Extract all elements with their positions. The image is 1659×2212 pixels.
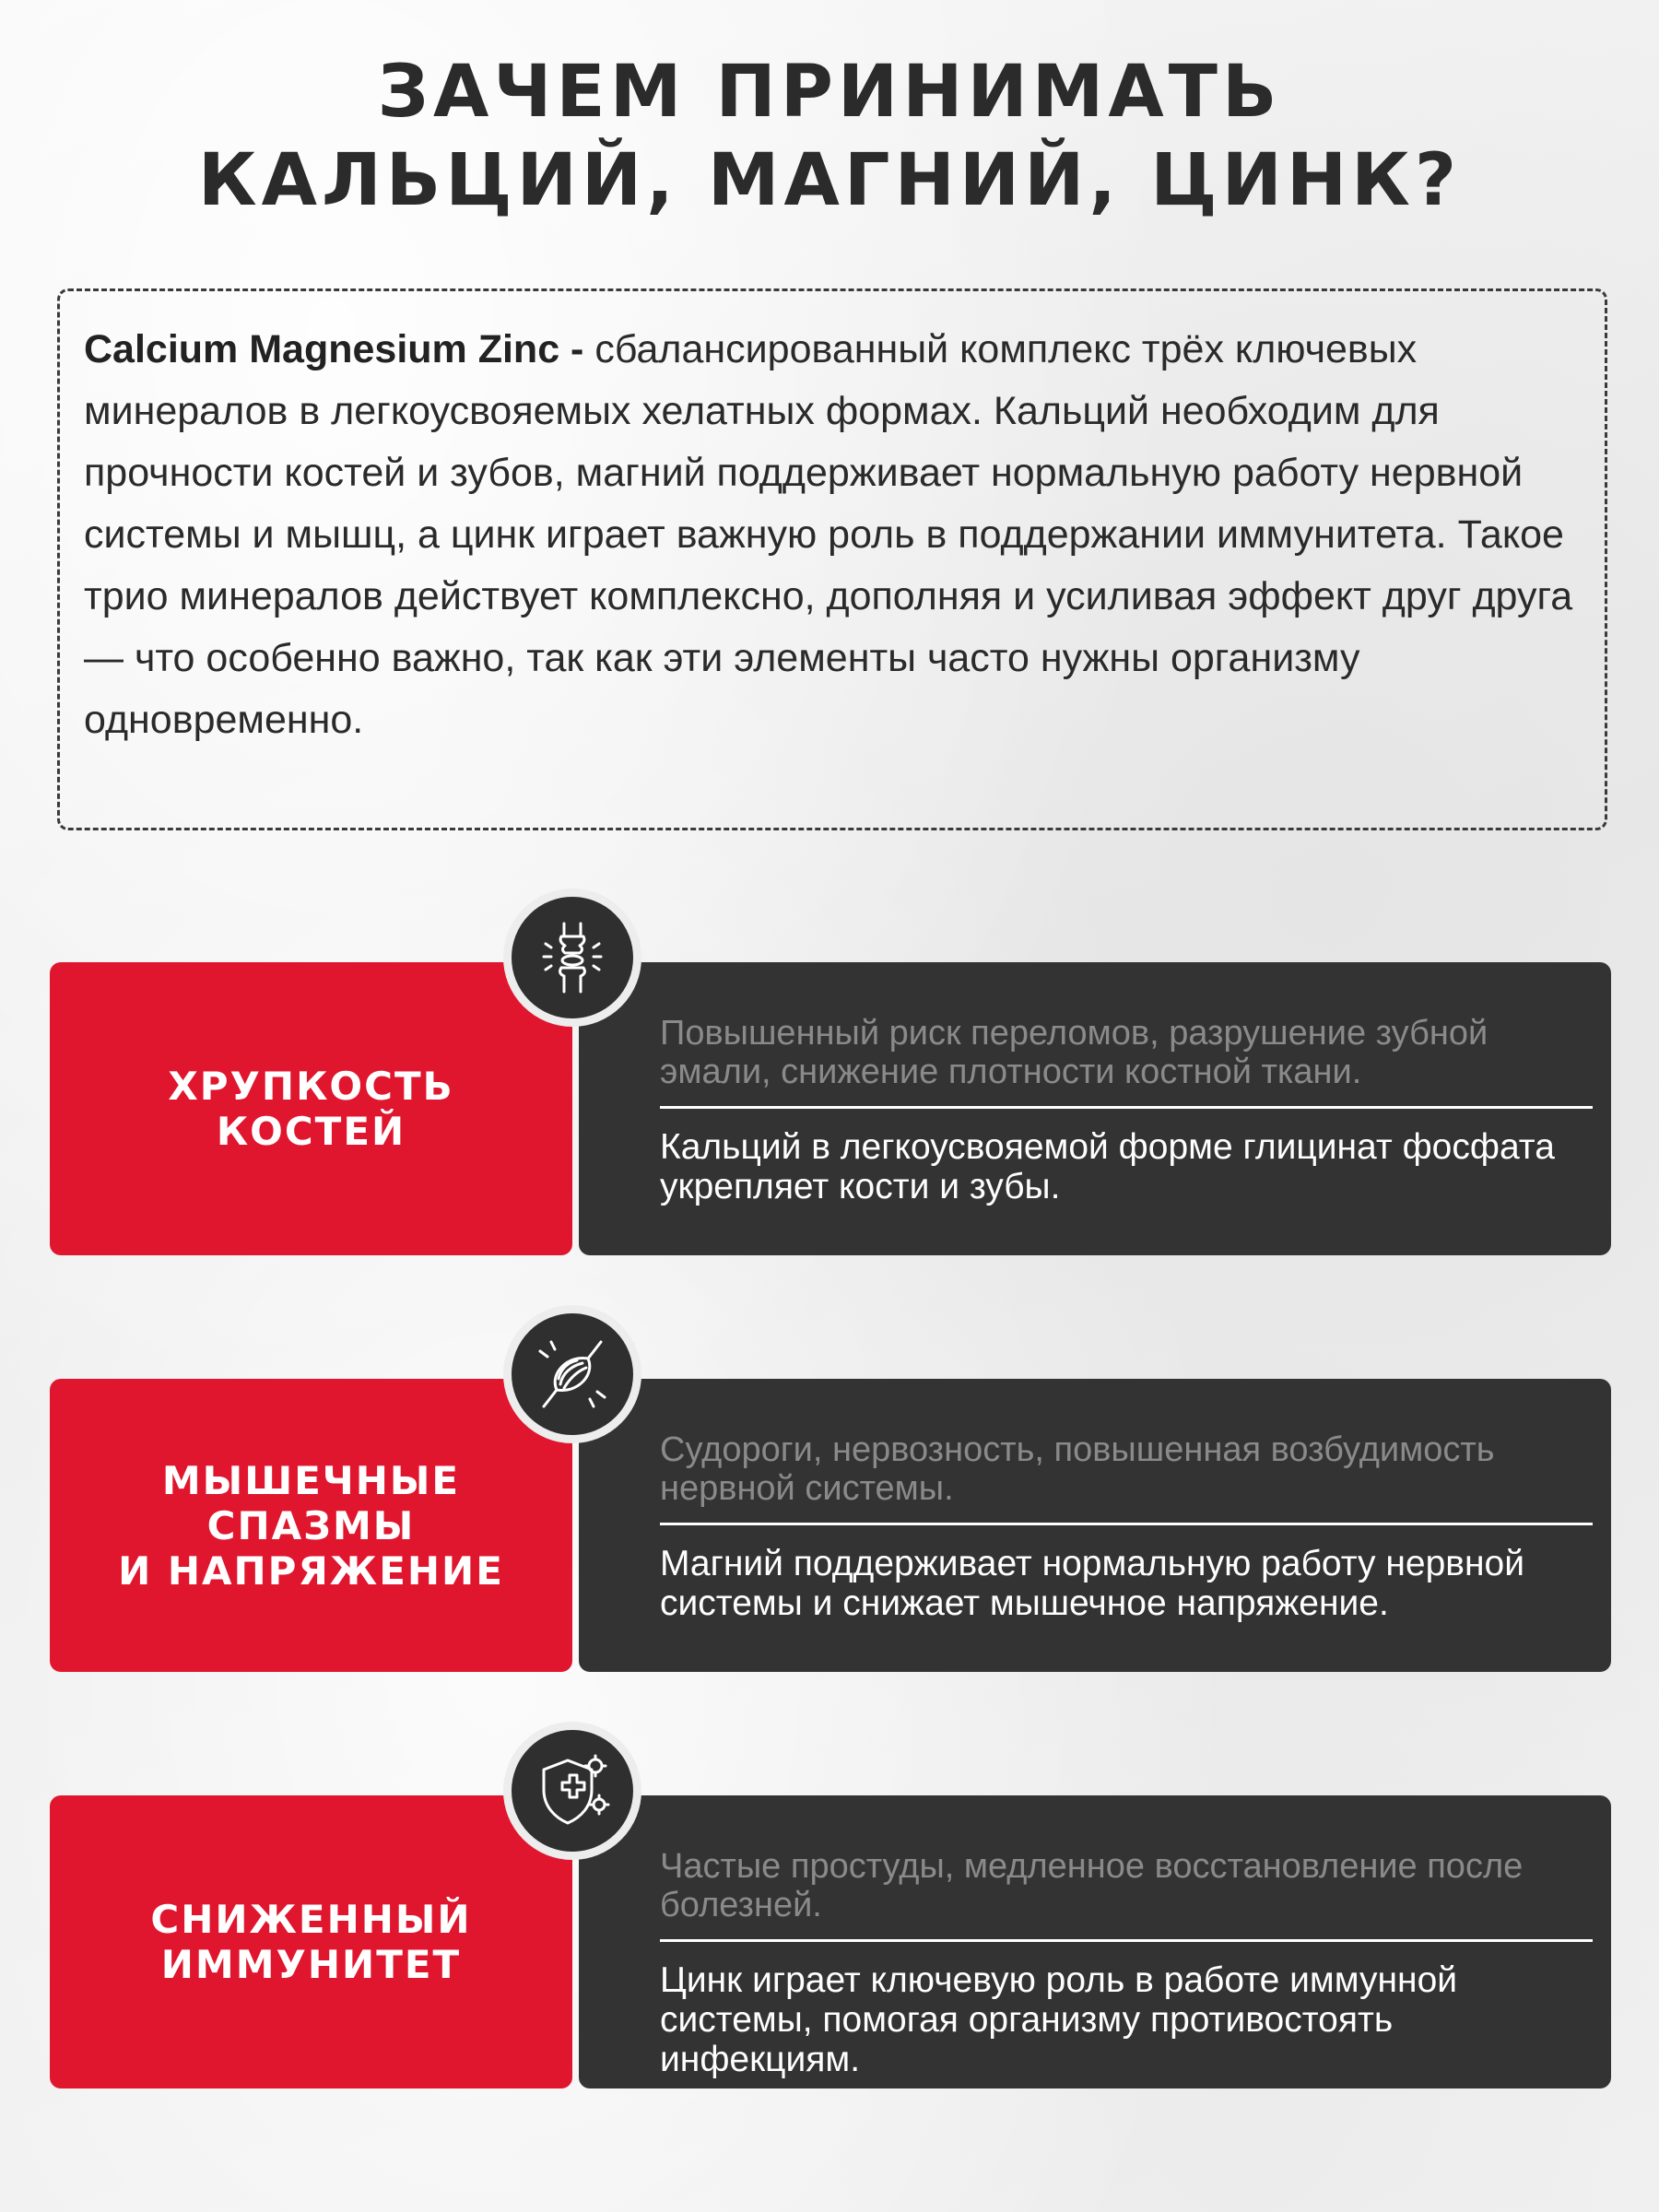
benefit-problem: Судороги, нервозность, повышенная возбудимость нервной системы. (660, 1430, 1495, 1508)
benefit-divider (660, 1939, 1593, 1942)
benefit-row-bones (50, 962, 1611, 1255)
benefit-title-line: МЫШЕЧНЫЕ (161, 1457, 461, 1503)
benefit-divider (660, 1106, 1593, 1109)
benefit-title (132, 1897, 489, 1987)
benefit-info-card (579, 1795, 1611, 2088)
benefit-problem: Частые простуды, медленное восстановление после болезней. (660, 1847, 1524, 1924)
intro-lead: Calcium Magnesium Zinc - (84, 327, 584, 371)
benefit-title (149, 1064, 472, 1154)
immune-shield-icon (503, 1722, 641, 1860)
benefit-solution: Кальций в легкоусвояемой форме глицинат фосфата укрепляет кости и зубы. (660, 1127, 1555, 1206)
benefit-problem: Повышенный риск переломов, разрушение зубной эмали, снижение плотности костной ткани. (660, 1014, 1488, 1091)
joint-icon (503, 888, 641, 1027)
intro-box (57, 288, 1607, 830)
intro-paragraph (84, 319, 1579, 751)
benefit-title-line: ХРУПКОСТЬ (168, 1064, 454, 1109)
benefit-title-line: КОСТЕЙ (216, 1109, 406, 1154)
benefit-title-card (50, 962, 572, 1255)
benefit-title-line: СНИЖЕННЫЙ (150, 1897, 472, 1942)
benefit-solution: Магний поддерживает нормальную работу нервной системы и снижает мышечное напряжение. (660, 1544, 1525, 1623)
benefit-title-line: ИММУНИТЕТ (160, 1942, 462, 1987)
benefit-title (100, 1458, 523, 1594)
benefit-info-card (579, 962, 1611, 1255)
benefit-row-immunity (50, 1795, 1611, 2088)
muscle-icon (503, 1305, 641, 1443)
benefit-title-line: СПАЗМЫ (206, 1502, 416, 1548)
benefit-info-card (579, 1379, 1611, 1672)
benefit-title-line: И НАПРЯЖЕНИЕ (118, 1547, 504, 1594)
benefit-title-card (50, 1379, 572, 1672)
page-title (0, 48, 1659, 225)
benefit-title-card (50, 1795, 572, 2088)
page-title-line2: КАЛЬЦИЙ, МАГНИЙ, ЦИНК? (197, 139, 1462, 222)
page-title-line1: ЗАЧЕМ ПРИНИМАТЬ (377, 51, 1282, 134)
benefit-divider (660, 1523, 1593, 1525)
intro-text: сбалансированный комплекс трёх ключевых минералов в легкоусвояемых хелатных формах. Кальций необходим для прочности костей и зубов, магний поддерживает нормальную работу нервной системы и мышц, а цинк играет важную роль в поддержании иммунитета. Такое трио минералов действует комплексно, дополняя и усиливая эффект друг друга — что особенно важно, так как эти элементы часто нужны организму одновременно. (84, 327, 1573, 742)
benefit-row-muscles (50, 1379, 1611, 1672)
benefit-solution: Цинк играет ключевую роль в работе иммунной системы, помогая организму противостоять инфекциям. (660, 1960, 1458, 2079)
